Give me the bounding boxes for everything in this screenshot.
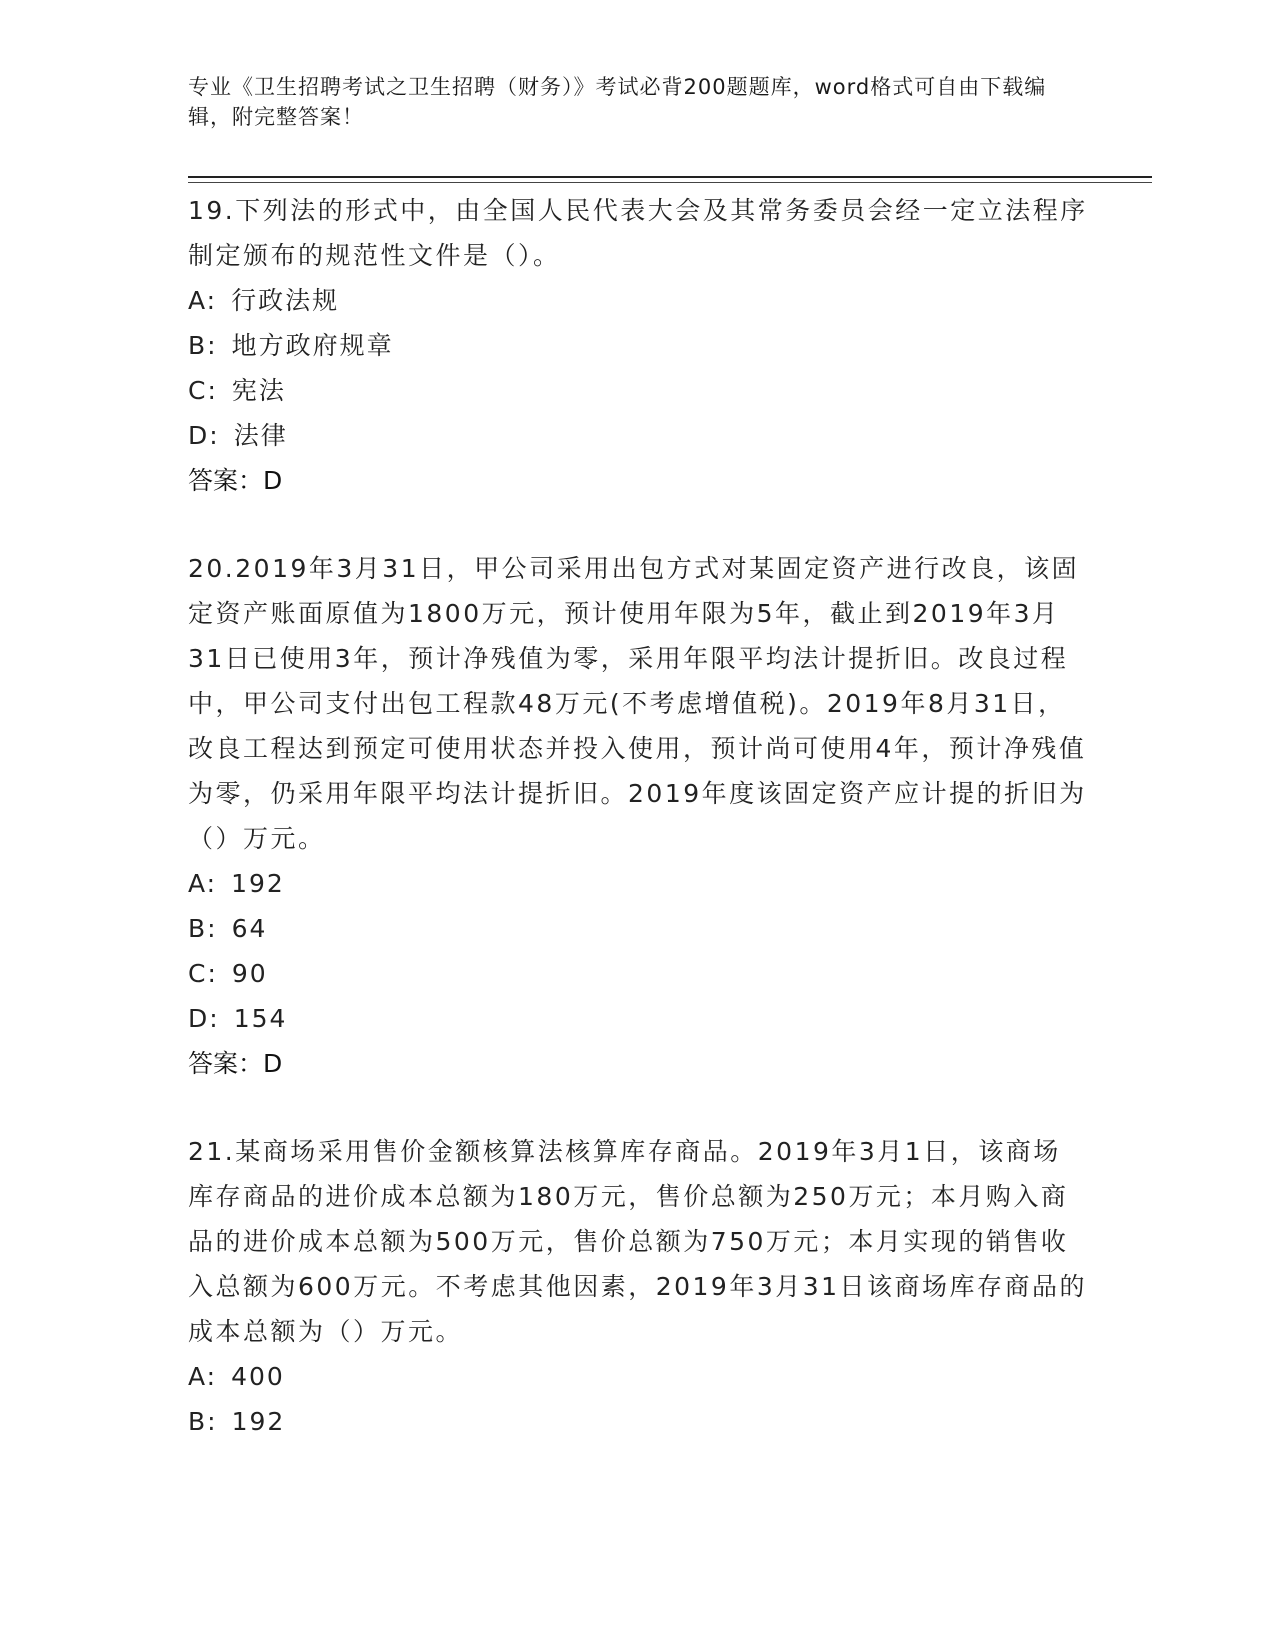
option-key: A: xyxy=(188,1362,218,1391)
option-value: 154 xyxy=(233,1004,288,1033)
option-key: D: xyxy=(188,1004,220,1033)
option-key: C: xyxy=(188,376,218,405)
option-c xyxy=(188,368,1088,413)
option-c xyxy=(188,951,1088,996)
option-value: 法律 xyxy=(233,421,288,450)
question-text: 20.2019年3月31日，甲公司采用出包方式对某固定资产进行改良，该固定资产账面原值为1800万元，预计使用年限为5年，截止到2019年3月31日已使用3年，预计净残值为零，采用年限平均法计提折旧。改良过程中，甲公司支付出包工程款48万元(不考虑增值税)。2019年8月31日，改良工程达到预定可使用状态并投入使用，预计尚可使用4年，预计净残值为零，仍采用年限平均法计提折旧。2019年度该固定资产应计提的折旧为（）万元。 xyxy=(188,554,1087,853)
option-b xyxy=(188,906,1088,951)
option-value: 400 xyxy=(231,1362,285,1391)
header-divider-thick xyxy=(188,176,1152,178)
option-key: A: xyxy=(188,869,218,898)
option-value: 行政法规 xyxy=(231,286,340,315)
question-list xyxy=(188,188,1088,1487)
header-divider-thin xyxy=(188,182,1152,183)
option-value: 192 xyxy=(231,1407,286,1436)
option-value: 64 xyxy=(231,914,268,943)
option-b xyxy=(188,323,1088,368)
option-value: 90 xyxy=(231,959,268,988)
option-a xyxy=(188,861,1088,906)
option-b xyxy=(188,1399,1088,1444)
option-a xyxy=(188,1354,1088,1399)
option-value: 宪法 xyxy=(231,376,286,405)
question-text: 21.某商场采用售价金额核算法核算库存商品。2019年3月1日，该商场库存商品的进价成本总额为180万元，售价总额为250万元；本月购入商品的进价成本总额为500万元，售价总额为750万元；本月实现的销售收入总额为600万元。不考虑其他因素，2019年3月31日该商场库存商品的成本总额为（）万元。 xyxy=(188,1137,1088,1346)
question-19 xyxy=(188,188,1088,503)
option-d xyxy=(188,413,1088,458)
option-key: B: xyxy=(188,1407,218,1436)
document-header: 专业《卫生招聘考试之卫生招聘（财务）》考试必背200题题库，word格式可自由下载编辑，附完整答案！ xyxy=(188,75,1047,129)
answer-line: 答案：D xyxy=(188,1049,283,1078)
question-20 xyxy=(188,546,1088,1086)
option-d xyxy=(188,996,1088,1041)
question-21 xyxy=(188,1129,1088,1444)
option-value: 地方政府规章 xyxy=(231,331,394,360)
question-text: 19.下列法的形式中，由全国人民代表大会及其常务委员会经一定立法程序制定颁布的规范性文件是（）。 xyxy=(188,196,1088,270)
option-value: 192 xyxy=(231,869,285,898)
option-key: A: xyxy=(188,286,218,315)
option-key: C: xyxy=(188,959,218,988)
answer-line: 答案：D xyxy=(188,466,283,495)
option-a xyxy=(188,278,1088,323)
option-key: B: xyxy=(188,914,218,943)
option-key: B: xyxy=(188,331,218,360)
option-key: D: xyxy=(188,421,220,450)
